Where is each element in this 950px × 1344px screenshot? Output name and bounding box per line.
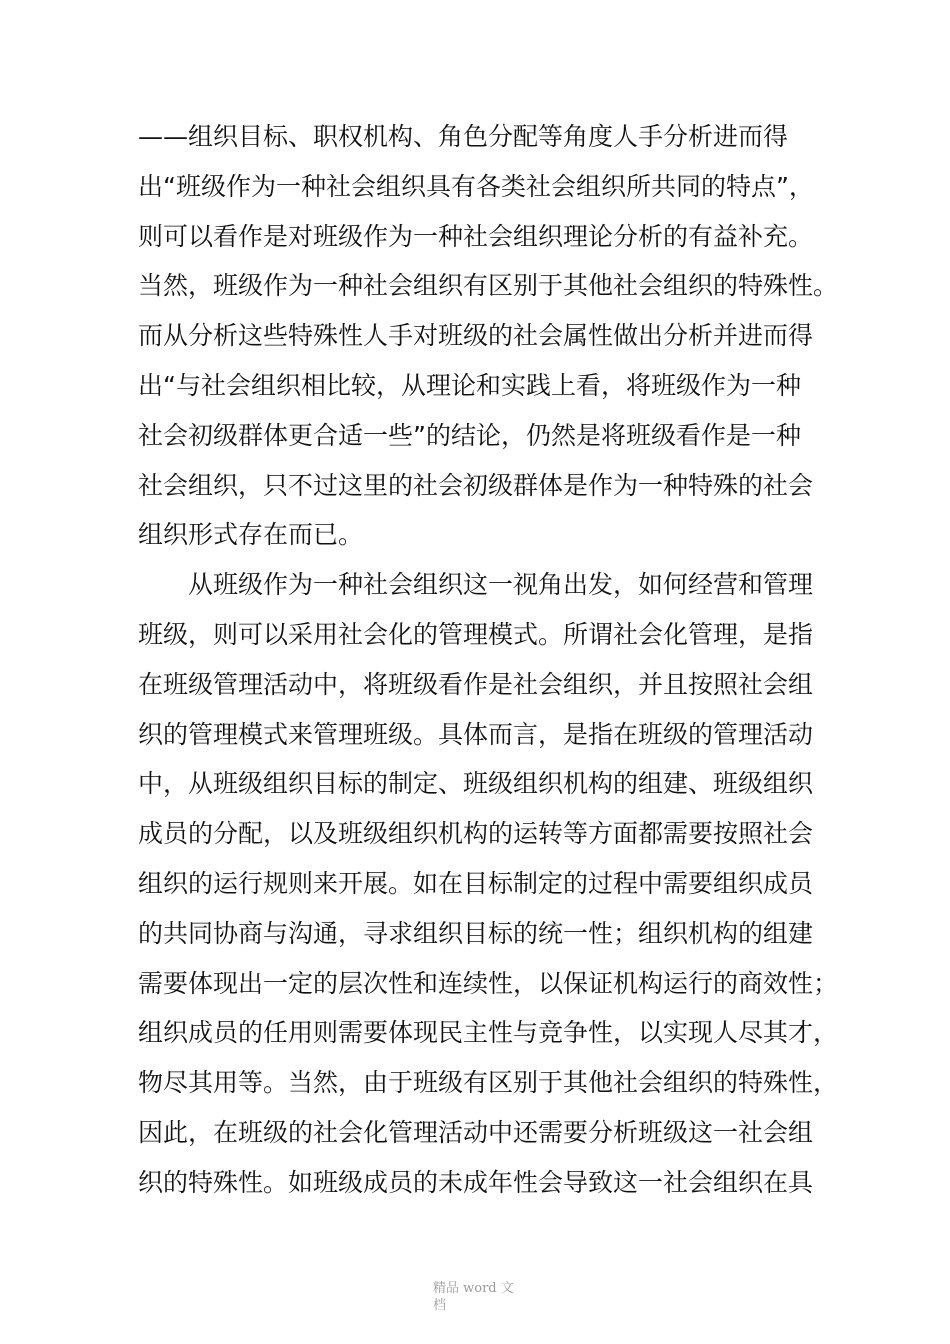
text-line: 出“班级作为一种社会组织具有各类社会组织所共同的特点”， — [138, 171, 814, 201]
text-line: 组织成员的任用则需要体现民主性与竞争性，以实现人尽其才， — [138, 1018, 839, 1048]
text-line: 因此，在班级的社会化管理活动中还需要分析班级这一社会组 — [138, 1117, 814, 1147]
text-line: 社会组织，只不过这里的社会初级群体是作为一种特殊的社会 — [138, 470, 814, 500]
paragraph-first-line: 从班级作为一种社会组织这一视角出发，如何经营和管理 — [188, 570, 814, 600]
text-line: 织的管理模式来管理班级。具体而言，是指在班级的管理活动 — [138, 719, 814, 749]
text-line: 班级，则可以采用社会化的管理模式。所谓社会化管理，是指 — [138, 619, 814, 649]
text-line: 出“与社会组织相比较，从理论和实践上看，将班级作为一种 — [138, 370, 801, 400]
text-line: 社会初级群体更合适一些”的结论，仍然是将班级看作是一种 — [138, 420, 801, 450]
text-line: 在班级管理活动中，将班级看作是社会组织，并且按照社会组 — [138, 669, 814, 699]
page-footer — [433, 1280, 523, 1314]
text-line: 的共同协商与沟通，寻求组织目标的统一性；组织机构的组建 — [138, 918, 814, 948]
text-line: 需要体现出一定的层次性和连续性，以保证机构运行的商效性； — [138, 968, 839, 998]
text-line: 则可以看作是对班级作为一种社会组织理论分析的有益补充。 — [138, 221, 814, 251]
text-line: 中，从班级组织目标的制定、班级组织机构的组建、班级组织 — [138, 769, 814, 799]
text-line: ——组织目标、职权机构、角色分配等角度人手分析进而得 — [138, 122, 789, 151]
text-line: 物尽其用等。当然，由于班级有区别于其他社会组织的特殊性， — [138, 1068, 839, 1098]
footer-line-2: 档 — [433, 1298, 447, 1313]
text-line: 组织形式存在而已。 — [138, 520, 364, 550]
text-line: 而从分析这些特殊性人手对班级的社会属性做出分析并进而得 — [138, 321, 814, 351]
text-line: 当然，班级作为一种社会组织有区别于其他社会组织的特殊性。 — [138, 271, 839, 301]
text-line: 织的特殊性。如班级成员的未成年性会导致这一社会组织在具 — [138, 1167, 814, 1197]
footer-line-1: 精品 word 文 — [433, 1281, 514, 1296]
body-text — [138, 112, 839, 1208]
text-line: 组织的运行规则来开展。如在目标制定的过程中需要组织成员 — [138, 868, 814, 898]
text-line: 成员的分配，以及班级组织机构的运转等方面都需要按照社会 — [138, 819, 814, 849]
